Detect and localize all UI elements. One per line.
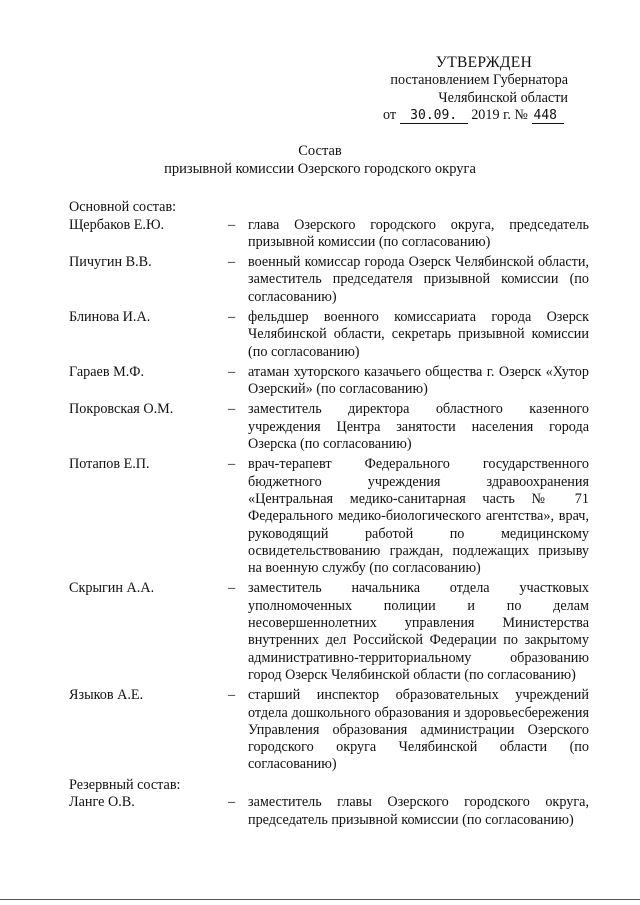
member-dash: –	[228, 687, 236, 704]
approval-line-1: постановлением Губернатора	[390, 71, 568, 88]
member-name: Блинова И.А.	[69, 308, 151, 325]
member-dash: –	[228, 456, 236, 473]
reserve-group-label: Резервный состав:	[69, 776, 181, 793]
approval-block	[372, 54, 582, 125]
member-row	[69, 687, 589, 773]
approval-date-value: 30.09.	[400, 109, 468, 124]
reserve-member-list	[69, 794, 589, 829]
document-title	[0, 142, 640, 178]
member-role: фельдшер военного комиссариата города Озерск Челябинской области, секретарь призывной комиссии (по согласованию)	[248, 308, 589, 360]
approval-line-2: Челябинской области	[438, 89, 568, 106]
member-name: Гараев М.Ф.	[69, 363, 144, 380]
approval-heading: УТВЕРЖДЕН	[435, 54, 533, 71]
member-name: Покровская О.М.	[69, 401, 174, 418]
member-dash: –	[228, 401, 236, 418]
member-role: заместитель главы Озерского городского округа, председатель призывной комиссии (по согласованию)	[248, 794, 589, 828]
member-name: Пичугин В.В.	[69, 254, 152, 271]
member-name: Потапов Е.П.	[69, 456, 150, 473]
member-name: Скрыгин А.А.	[69, 580, 155, 597]
title-line-1: Состав	[298, 143, 342, 159]
member-row	[69, 254, 589, 306]
member-role: военный комиссар города Озерск Челябинской области, заместитель председателя призывной комиссии (по согласованию)	[248, 254, 589, 305]
commission-roster	[69, 199, 589, 832]
member-role: атаман хуторского казачьего общества г. Озерск «Хутор Озерский» (по согласованию)	[248, 363, 589, 398]
member-role: заместитель начальника отдела участковых уполномоченных полиции и по делам несовершеннолетних управления Министерства внутренних дел Российской Федерации по закрытому административно-территориальному образованию город Озерск Челябинской области (по согласованию)	[248, 580, 589, 683]
member-role: старший инспектор образовательных учреждений отдела дошкольного образования и здоровьесбережения Управления образования администрации Озерского городского округа Челябинской области (по согласованию)	[248, 687, 589, 773]
title-line-2: призывной комиссии Озерского городского округа	[164, 161, 476, 177]
approval-date-middle: 2019 г. №	[471, 107, 528, 124]
main-group-label: Основной состав:	[69, 199, 177, 215]
member-name: Языков А.Е.	[69, 687, 144, 704]
approval-date-line	[372, 107, 582, 125]
main-member-list	[69, 217, 589, 774]
member-dash: –	[228, 254, 236, 271]
member-role: заместитель директора областного казенного учреждения Центра занятости населения города Озерска (по согласованию)	[248, 401, 589, 453]
member-role: врач-терапевт Федерального государственного бюджетного учреждения здравоохранения «Центральная медико-санитарная часть № 71 Федерального медико-биологического агентства», врач, руководящий работой по медицинскому освидетельствованию граждан, подлежащих призыву на военную службу (по согласованию)	[248, 456, 589, 577]
member-row	[69, 217, 589, 252]
member-dash: –	[228, 794, 236, 811]
member-dash: –	[228, 216, 236, 233]
member-row	[69, 580, 589, 684]
approval-number-value: 448	[532, 109, 564, 124]
member-row	[69, 309, 589, 361]
member-dash: –	[228, 308, 236, 325]
member-dash: –	[228, 580, 236, 597]
member-row	[69, 456, 589, 577]
member-row	[69, 794, 589, 829]
member-name: Щербаков Е.Ю.	[69, 216, 165, 233]
member-dash: –	[228, 363, 236, 380]
member-name: Ланге О.В.	[69, 794, 135, 811]
member-role: глава Озерского городского округа, председатель призывной комиссии (по согласованию)	[248, 216, 589, 250]
bottom-divider	[0, 899, 640, 900]
member-row	[69, 401, 589, 453]
member-row	[69, 364, 589, 399]
approval-date-prefix: от	[383, 107, 397, 124]
